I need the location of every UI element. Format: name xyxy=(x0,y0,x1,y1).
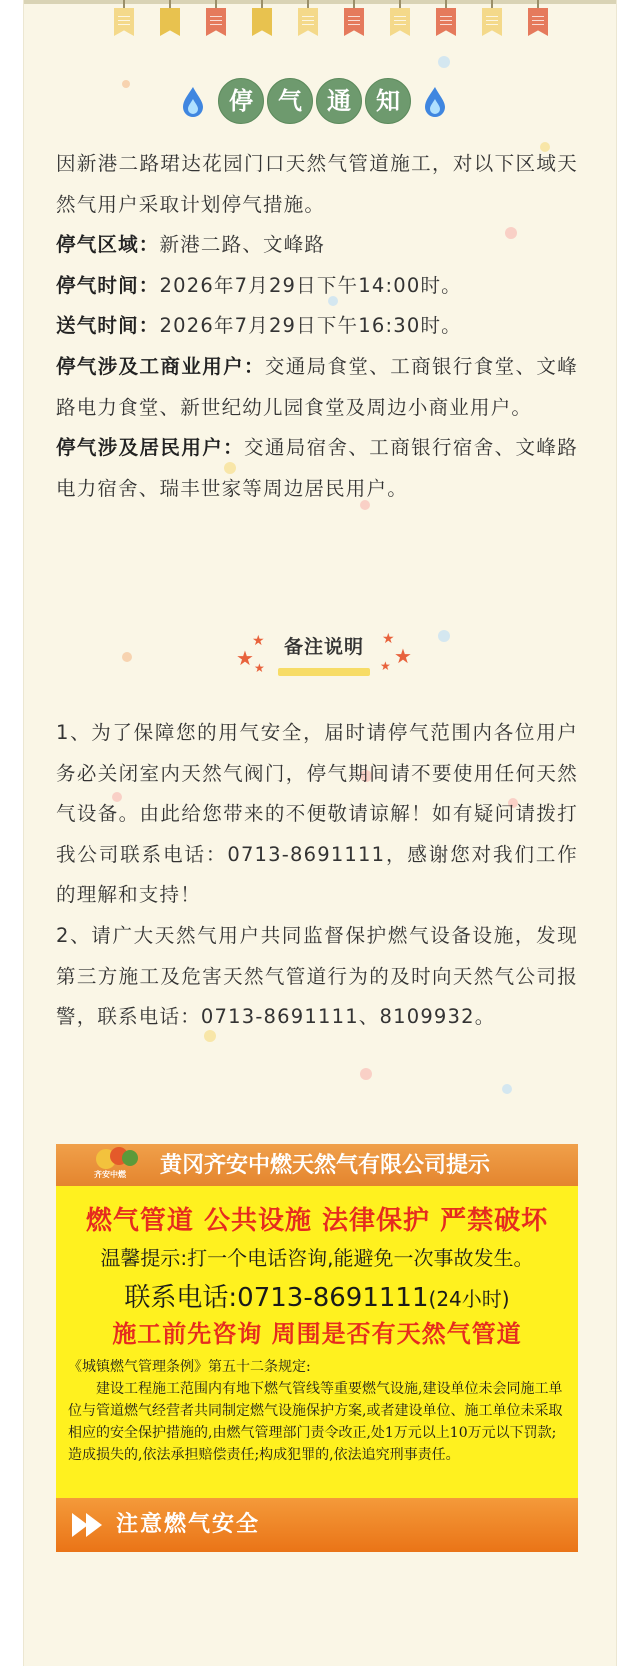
star-icon: ★ xyxy=(394,644,412,668)
slogan-consult: 施工前先咨询 周围是否有天然气管道 xyxy=(112,1320,522,1348)
banner-header xyxy=(56,1144,578,1186)
chevron-right-icon xyxy=(86,1513,102,1537)
star-icon: ★ xyxy=(236,646,254,670)
info-line-resume-time: 送气时间：2026年7月29日下午16:30时。 xyxy=(56,314,462,338)
banner-footer xyxy=(56,1498,578,1552)
notice-page xyxy=(23,0,617,1666)
remarks-underline xyxy=(278,668,370,676)
gas-flame-icon xyxy=(424,86,446,118)
bunting-decoration xyxy=(24,0,616,50)
remark-item: 2、请广大天然气用户共同监督保护燃气设备设施，发现第三方施工及危害天然气管道行为的及时向天然气公司报警，联系电话：0713-8691111、8109932。 xyxy=(56,923,578,1029)
star-icon: ★ xyxy=(252,633,265,649)
law-body: 建设工程施工范围内有地下燃气管线等重要燃气设施,建设单位未会同施工单位与管道燃气经营者共同制定燃气设施保护方案,或者建设单位、施工单位未采取相应的安全保护措施的,由燃气管理部门责令改正,处1万元以上10万元以下罚款;造成损失的,依法承担赔偿责任;构成犯罪的,依法追究刑事责任。 xyxy=(68,1381,563,1463)
star-icon: ★ xyxy=(254,661,265,675)
star-icon: ★ xyxy=(382,631,395,647)
title-char: 知 xyxy=(365,78,411,124)
info-line-residential-users: 停气涉及居民用户：交通局宿舍、工商银行宿舍、文峰路电力宿舍、瑞丰世家等周边居民用户。 xyxy=(56,436,578,500)
intro-text: 因新港二路珺达花园门口天然气管道施工，对以下区域天然气用户采取计划停气措施。 xyxy=(56,152,578,216)
title-char: 停 xyxy=(218,78,264,124)
remarks-header xyxy=(24,628,616,688)
law-excerpt xyxy=(68,1356,568,1466)
slogan-protect: 燃气管道 公共设施 法律保护 严禁破坏 xyxy=(85,1206,549,1236)
title-char: 通 xyxy=(316,78,362,124)
remarks-title: 备注说明 xyxy=(283,636,364,658)
remarks-body xyxy=(56,713,578,1038)
contact-phone: 联系电话:0713-8691111(24小时) xyxy=(124,1283,510,1313)
company-name: 黄冈齐安中燃天然气有限公司提示 xyxy=(160,1152,491,1178)
star-icon: ★ xyxy=(380,659,391,673)
info-line-commercial-users: 停气涉及工商业用户：交通局食堂、工商银行食堂、文峰路电力食堂、新世纪幼儿园食堂及周边小商业用户。 xyxy=(56,354,578,419)
friendly-tip: 温馨提示:打一个电话咨询,能避免一次事故发生。 xyxy=(100,1246,534,1270)
company-logo: 齐安中燃 xyxy=(94,1147,146,1183)
info-line-area: 停气区域：新港二路、文峰路 xyxy=(56,233,326,257)
title-char: 气 xyxy=(267,78,313,124)
remark-item: 1、为了保障您的用气安全，届时请停气范围内各位用户务必关闭室内天然气阀门，停气期间请不要使用任何天然气设备。由此给您带来的不便敬请谅解！如有疑问请拨打我公司联系电话：0713-8691111，感谢您对我们工作的理解和支持！ xyxy=(56,721,578,907)
notice-title xyxy=(24,78,616,124)
gas-flame-icon xyxy=(182,86,204,118)
notice-body xyxy=(56,144,578,509)
law-title: 《城镇燃气管理条例》第五十二条规定: xyxy=(68,1359,311,1375)
gas-safety-label: 注意燃气安全 xyxy=(116,1512,261,1537)
info-line-stop-time: 停气时间：2026年7月29日下午14:00时。 xyxy=(56,273,462,297)
safety-banner xyxy=(56,1144,578,1552)
banner-body xyxy=(56,1186,578,1498)
